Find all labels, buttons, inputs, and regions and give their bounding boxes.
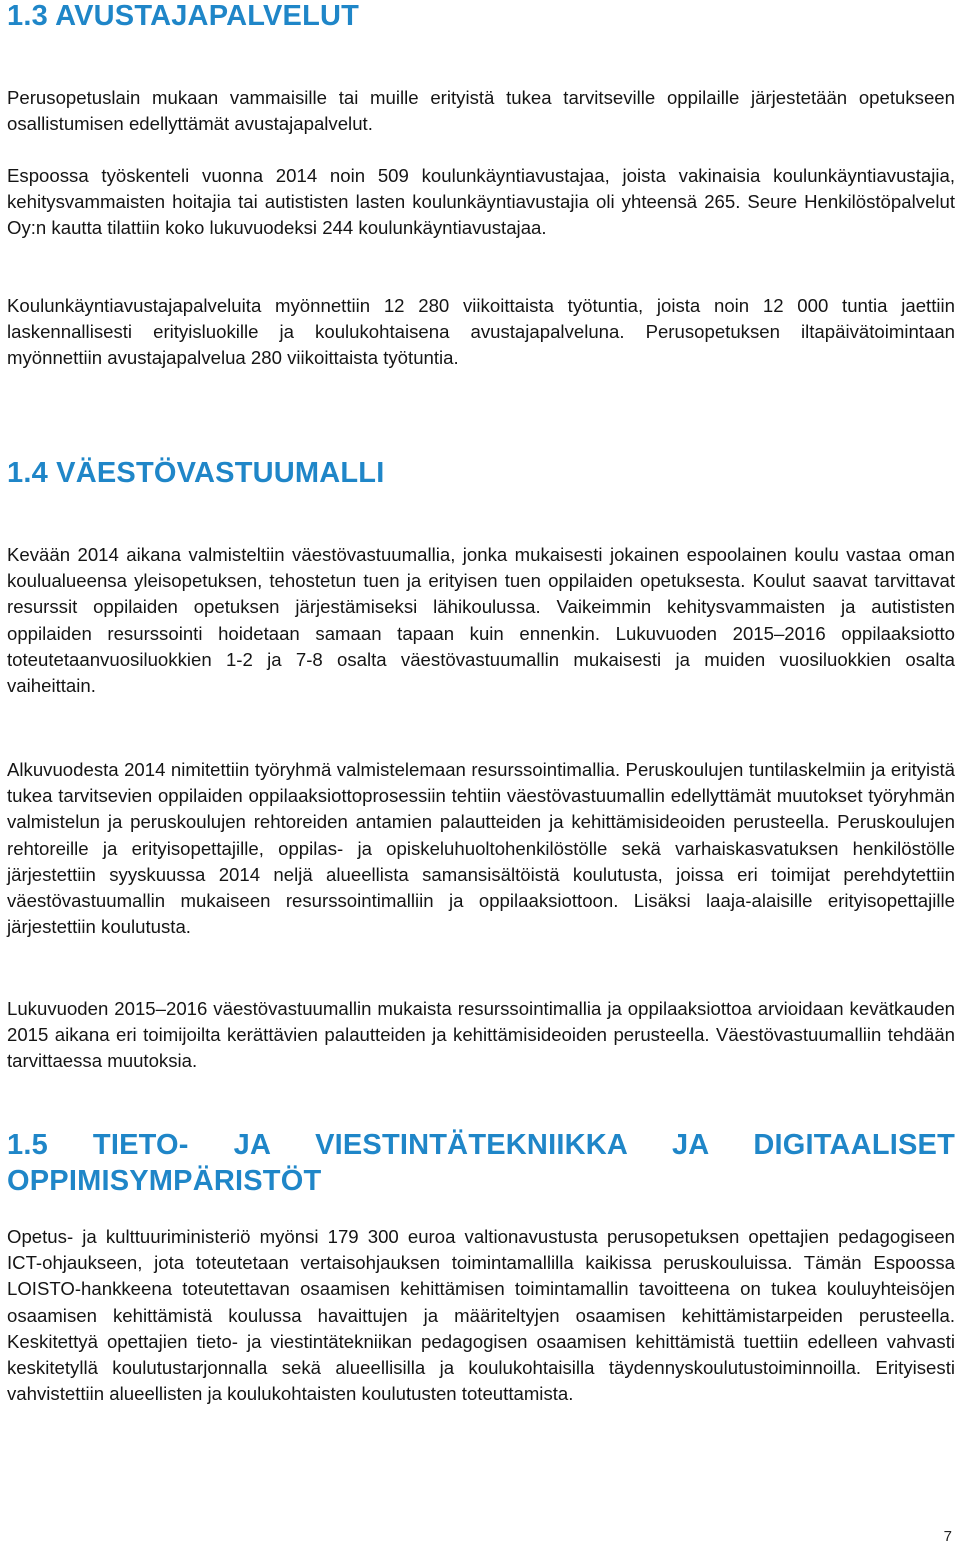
paragraph-koulunkayntiavustajapalvelut: Koulunkäyntiavustajapalveluita myönnettiin 12 280 viikoittaista työtuntia, joista noin 12 000 tuntia jaettiin laskennallisesti erityisluokille ja koulukohtaisena avustajapalveluna. Perusopetuksen iltapäivätoimintaan myönnettiin avustajapalvelua 280 viikoittaista työtuntia. [7,295,955,369]
paragraph-vaestovastuumalli-valmistelu: Kevään 2014 aikana valmisteltiin väestövastuumallia, jonka mukaisesti jokainen espoolainen koulu vastaa oman koulualueensa yleisopetuksen, tehostetun tuen ja erityisen tuen oppilaiden opetuksesta. Koulut saavat tarvittavat resurssit oppilaiden opetuksen järjestämiseksi lähikoulussa. Vaikeimmin kehitysvammaisten ja autististen oppilaiden resurssointi hoidetaan samaan tapaan kuin ennenkin. Lukuvuoden 2015–2016 oppilaaksiotto toteutetaanvuosiluokkien 1-2 ja 7-8 osalta väestövastuumallin mukaisesti ja muiden vuosiluokkien osalta vaiheittain. [7,544,955,697]
section-heading-vaestovastuumalli: 1.4 VÄESTÖVASTUUMALLI [7,457,385,489]
paragraph-tyoryhma-resurssointi: Alkuvuodesta 2014 nimitettiin työryhmä valmistelemaan resurssointimallia. Peruskoulujen tuntilaskelmiin ja erityistä tukea tarvitsevien oppilaiden oppilaaksiottoprosessiin tehtiin väestövastuumallin edellyttämät muutokset työryhmän valmistelun ja peruskoulujen rehtoreiden antamien palautteiden ja kehittämisideoiden perusteella. Peruskoulujen rehtoreille ja erityisopettajille, oppilas- ja opiskeluhuoltohenkilöstölle sekä varhaiskasvatuksen henkilöstölle järjestettiin syyskuussa 2014 neljä alueellista samansisältöistä koulutusta, joissa eri toimijat perehdytettiin väestövastuumallin mukaiseen resurssointimalliin ja oppilaaksiottoon. Lisäksi laaja-alaisille erityisopettajille järjestettiin koulutusta. [7,759,955,938]
paragraph-opetus-ja-kulttuuriministerio: Opetus- ja kulttuuriministeriö myönsi 179 300 euroa valtionavustusta perusopetuksen opettajien pedagogiseen ICT-ohjaukseen, jota toteutetaan vertaisohjauksen toimintamallilla kaikissa peruskouluissa. Tämän Espoossa LOISTO-hankkeena toteutettavan osaamisen kehittämisen toimintamallin tavoitteena on tukea kouluyhteisöjen osaamisen kehittämistä koulussa havaittujen ja määriteltyjen osaamisen kehittämistarpeiden perusteella. Keskitettyä opettajien tieto- ja viestintätekniikan pedagogisen osaamisen kehittämistä tuettiin edelleen vahvasti keskitetyllä koulutustarjonnalla sekä alueellisilla ja koulukohtaisilla täydennyskoulutustoiminnoilla. Erityisesti vahvistettiin alueellisten ja koulukohtaisten koulutusten toteuttamista. [7,1226,955,1405]
paragraph-espoossa-avustajat: Espoossa työskenteli vuonna 2014 noin 509 koulunkäyntiavustajaa, joista vakinaisia koulunkäyntiavustajia, kehitysvammaisten hoitajia tai autististen lasten koulunkäyntiavustajia oli yhteensä 265. Seure Henkilöstöpalvelut Oy:n kautta tilattiin koko lukuvuodeksi 244 koulunkäyntiavustajaa. [7,165,955,239]
section-heading-tieto-ja-viestintatekniikka: 1.5 TIETO- JA VIESTINTÄTEKNIIKKA JA DIGITAALISET OPPIMISYMPÄRISTÖT [7,1129,955,1197]
page-number: 7 [943,1528,952,1545]
paragraph-perusopetuslain: Perusopetuslain mukaan vammaisille tai muille erityistä tukea tarvitseville oppilaille järjestetään opetukseen osallistumisen edellyttämät avustajapalvelut. [7,87,955,135]
section-heading-avustajapalvelut: 1.3 AVUSTAJAPALVELUT [7,0,360,32]
paragraph-arviointi: Lukuvuoden 2015–2016 väestövastuumallin mukaista resurssointimallia ja oppilaaksiottoa arvioidaan kevätkauden 2015 aikana eri toimijoilta kerättävien palautteiden ja kehittämisideoiden perusteella. Väestövastuumalliin tehdään tarvittaessa muutoksia. [7,998,955,1072]
